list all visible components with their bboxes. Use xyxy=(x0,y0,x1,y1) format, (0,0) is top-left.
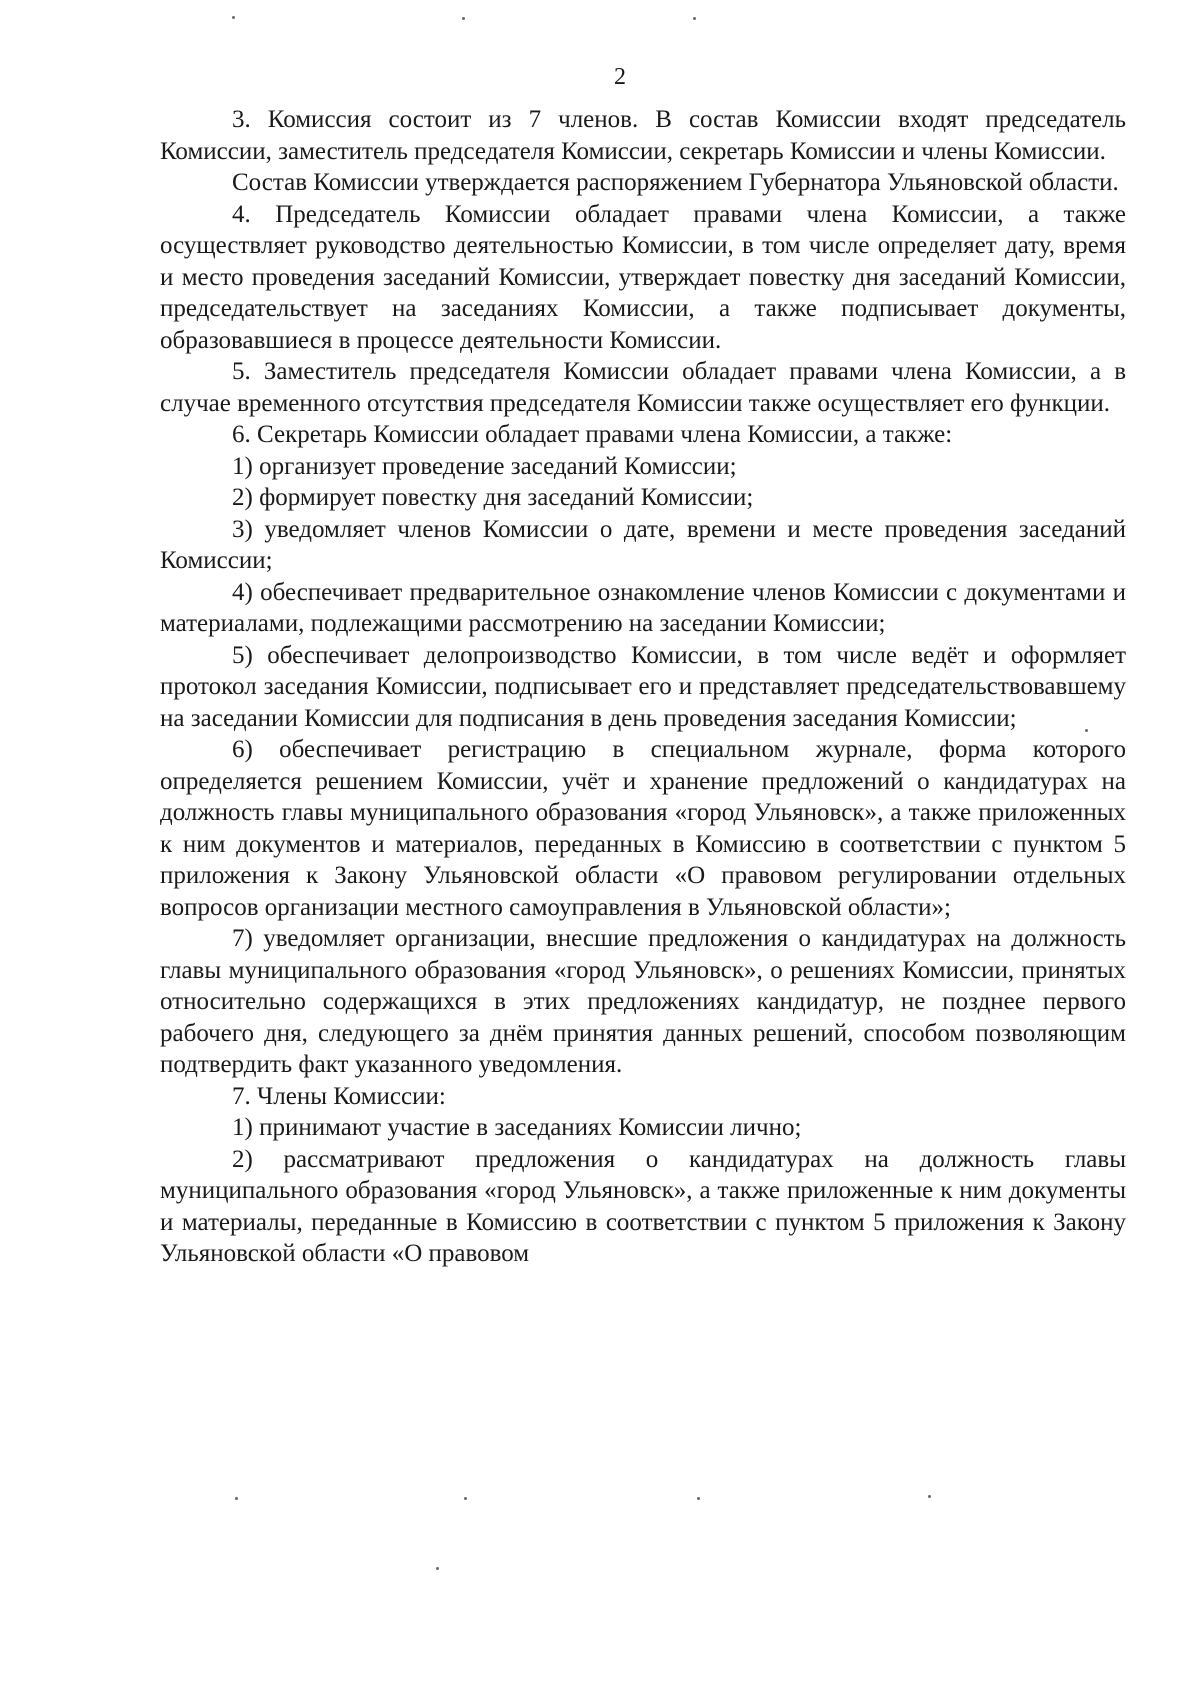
paragraph-item-3: 3. Комиссия состоит из 7 членов. В состав Комиссии входят председатель Комиссии, заместитель председателя Комиссии, секретарь Комиссии и члены Комиссии. xyxy=(160,106,1126,165)
scan-speck xyxy=(436,1567,439,1570)
scan-speck xyxy=(928,1495,931,1498)
scan-speck xyxy=(697,1497,700,1500)
document-body xyxy=(160,104,1126,1270)
page-number: 2 xyxy=(614,64,626,90)
list-item: 5) обеспечивает делопроизводство Комиссии, в том числе ведёт и оформляет протокол заседания Комиссии, подписывает его и представляет председательствовавшему на заседании Комиссии для подписания в день проведения заседания Комиссии; xyxy=(160,641,1126,732)
paragraph-composition: Состав Комиссии утверждается распоряжением Губернатора Ульяновской области. xyxy=(232,169,1119,196)
scan-speck xyxy=(464,1497,467,1500)
list-item: 2) рассматривают предложения о кандидатурах на должность главы муниципального образования «город Ульяновск», а также приложенные к ним документы и материалы, переданные в Комиссию в соответствии с пунктом 5 приложения к Закону Ульяновской области «О правовом xyxy=(160,1145,1126,1267)
paragraph-item-7: 7. Члены Комиссии: xyxy=(232,1082,446,1110)
paragraph-item-6: 6. Секретарь Комиссии обладает правами члена Комиссии, а также: xyxy=(232,421,953,448)
list-item: 4) обеспечивает предварительное ознакомление членов Комиссии с документами и материалами, подлежащими рассмотрению на заседании Комиссии; xyxy=(160,578,1126,637)
list-item: 7) уведомляет организации, внесшие предложения о кандидатурах на должность главы муниципального образования «город Ульяновск», о решениях Комиссии, принятых относительно содержащихся в этих предложениях кандидатур, не позднее первого рабочего дня, следующего за днём принятия данных решений, способом позволяющим подтвердить факт указанного уведомления. xyxy=(160,925,1126,1078)
list-item: 1) организует проведение заседаний Комиссии; xyxy=(232,452,737,480)
scan-speck xyxy=(232,16,235,19)
list-item: 1) принимают участие в заседаниях Комиссии лично; xyxy=(232,1114,802,1141)
list-item: 3) уведомляет членов Комиссии о дате, времени и месте проведения заседаний Комиссии; xyxy=(160,515,1126,574)
scan-speck xyxy=(462,17,465,20)
scan-speck xyxy=(235,1497,238,1500)
list-item: 2) формирует повестку дня заседаний Комиссии; xyxy=(232,484,754,511)
paragraph-item-4: 4. Председатель Комиссии обладает правами члена Комиссии, а также осуществляет руководство деятельностью Комиссии, в том числе определяет дату, время и место проведения заседаний Комиссии, утверждает повестку дня заседаний Комиссии, председательствует на заседаниях Комиссии, а также подписывает документы, образовавшиеся в процессе деятельности Комиссии. xyxy=(160,200,1126,354)
list-item: 6) обеспечивает регистрацию в специальном журнале, форма которого определяется решением Комиссии, учёт и хранение предложений о кандидатурах на должность главы муниципального образования «город Ульяновск», а также приложенных к ним документов и материалов, переданных в Комиссию в соответствии с пунктом 5 приложения к Закону Ульяновской области «О правовом регулировании отдельных вопросов организации местного самоуправления в Ульяновской области»; xyxy=(160,736,1126,921)
paragraph-item-5: 5. Заместитель председателя Комиссии обладает правами члена Комиссии, а в случае временного отсутствия председателя Комиссии также осуществляет его функции. xyxy=(160,358,1126,417)
scan-speck xyxy=(693,17,696,20)
